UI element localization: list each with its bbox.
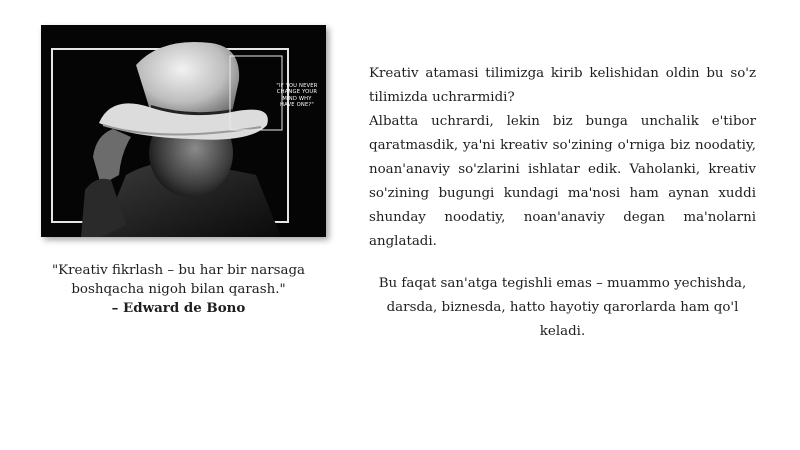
quote-text: "Kreativ fikrlash – bu har bir narsaga boshqacha nigoh bilan qarash." xyxy=(51,263,306,297)
answer-text: Albatta uchrardi, lekin biz bunga unchalik e'tibor qaratmasdik, ya'ni kreativ so'zining o'rniga biz noodatiy, noan'anaviy so'zlarini ishlatar edik. Vaholanki, kreativ so'zining bugungi kundagi ma'nosi ham aynan xuddi shunday noodatiy, noan'anaviy degan ma'nolarni anglatadi. xyxy=(369,114,756,249)
conclusion-text: Bu faqat san'atga tegishli emas – muammo yechishda, darsda, biznesda, hatto hayotiy qarorlarda ham qo'l keladi. xyxy=(378,276,747,339)
man-in-hat-image xyxy=(41,25,326,237)
quote-caption xyxy=(36,262,321,318)
quote-author: – Edward de Bono xyxy=(111,300,246,316)
photo-sign-text: "IF YOU NEVER CHANGE YOUR MIND WHY HAVE ONE?" xyxy=(276,83,318,108)
main-paragraph xyxy=(369,62,756,254)
conclusion-paragraph xyxy=(369,272,756,344)
photo xyxy=(41,25,326,237)
question-text: Kreativ atamasi tilimizga kirib kelishidan oldin bu so'z tilimizda uchrarmidi? xyxy=(369,66,756,105)
